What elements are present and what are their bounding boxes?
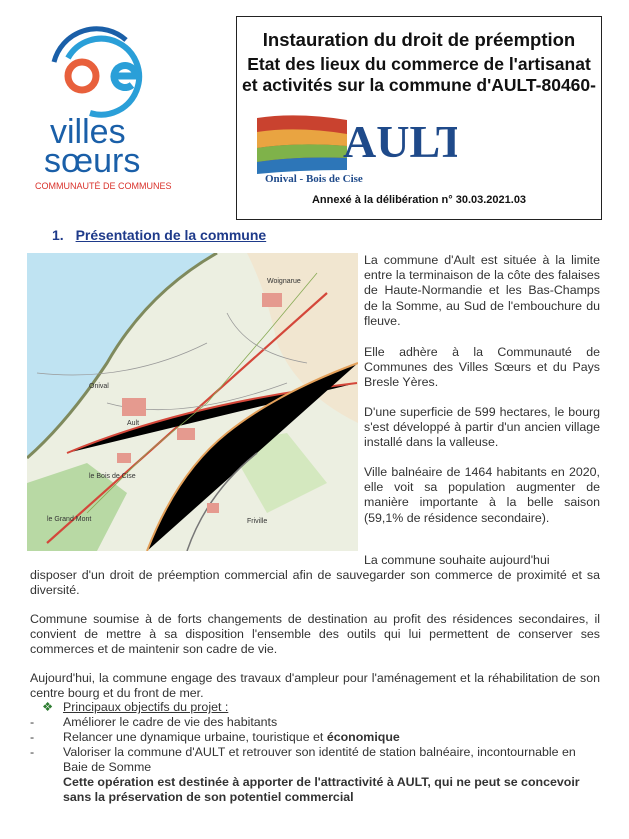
annex-reference: Annexé à la délibération n° 30.03.2021.03 bbox=[311, 194, 527, 206]
objective-item-1: Améliorer le cadre de vie des habitants bbox=[63, 715, 278, 729]
paragraph-location: La commune d'Ault est située à la limite entre la terminaison de la côte des falaises de Haute-Normandie et les Bas-Champs de la Somme, au Sud de l'embouchure du fleuve. bbox=[364, 253, 600, 328]
pin-icon: ❖ bbox=[42, 700, 54, 714]
logo-name-line1: villes bbox=[50, 113, 126, 151]
logo-subtitle: COMMUNAUTÉ DE COMMUNES bbox=[35, 181, 172, 191]
villes-soeurs-logo bbox=[30, 18, 180, 193]
objective-item-2: Relancer une dynamique urbaine, touristique et bbox=[63, 730, 327, 744]
paragraph-works: Aujourd'hui, la commune engage des travaux d'ampleur pour l'aménagement et la réhabilitation de son centre bourg et du front de mer. bbox=[30, 671, 600, 701]
section-title bbox=[52, 227, 266, 243]
paragraph-area: D'une superficie de 599 hectares, le bourg s'est développé à partir d'un ancien village installé dans la valleuse. bbox=[364, 405, 600, 450]
header-title: Instauration du droit de préemption bbox=[262, 29, 576, 50]
section-title-text: Présentation de la commune bbox=[75, 227, 267, 243]
map-label-friville: Friville bbox=[247, 518, 268, 525]
objectives-conclusion: Cette opération est destinée à apporter de l'attractivité à AULT, qui ne peut se concevoir sans la préservation de son potentiel commercial bbox=[63, 775, 580, 804]
objective-item-3: Valoriser la commune d'AULT et retrouver son identité de station balnéaire, incontournable en Baie de Somme bbox=[63, 745, 576, 774]
map-label-grand-mont: le Grand Mont bbox=[47, 516, 92, 523]
paragraph-community: Elle adhère à la Communauté de Communes des Villes Sœurs et du Pays Bresle Yères. bbox=[364, 345, 600, 390]
map-label-ault: Ault bbox=[127, 420, 140, 427]
ault-tagline: Onival - Bois de Cise bbox=[265, 173, 363, 184]
map-label-woignarue: Woignarue bbox=[267, 278, 301, 285]
ault-logo bbox=[257, 112, 457, 184]
map-label-bois-de-cise: le Bois de Cise bbox=[89, 473, 136, 480]
paragraph-population: Ville balnéaire de 1464 habitants en 2020, elle voit sa population augmenter de manière importante à la belle saison (59,1% de résidence secondaire). bbox=[364, 465, 600, 525]
map-label-onival: Onival bbox=[89, 383, 109, 390]
logo-name-line2: sœurs bbox=[44, 142, 141, 180]
paragraph-preemption-start: La commune souhaite aujourd'hui bbox=[364, 553, 550, 567]
header-line2: Etat des lieux du commerce de l'artisanat bbox=[247, 54, 591, 74]
objectives-heading-text: Principaux objectifs du projet : bbox=[63, 700, 229, 714]
header-box bbox=[236, 16, 602, 220]
paragraph-preemption: disposer d'un droit de préemption commercial afin de sauvegarder son commerce de proximité et sa diversité. bbox=[30, 568, 600, 598]
section-number: 1. bbox=[52, 227, 64, 243]
topographic-map bbox=[27, 253, 358, 551]
header-line3: et activités sur la commune d'AULT-80460- bbox=[242, 75, 596, 95]
ault-wordmark: AULT bbox=[343, 116, 457, 167]
villes-soeurs-emblem bbox=[30, 18, 180, 193]
objective-item-2-bold: économique bbox=[326, 730, 400, 744]
paragraph-changes: Commune soumise à de forts changements de destination au profit des résidences secondaires, il convient de mettre à sa disposition l'ensemble des outils qui lui permettent de conserver ses commerces et de maintenir son cadre de vie. bbox=[30, 612, 600, 657]
